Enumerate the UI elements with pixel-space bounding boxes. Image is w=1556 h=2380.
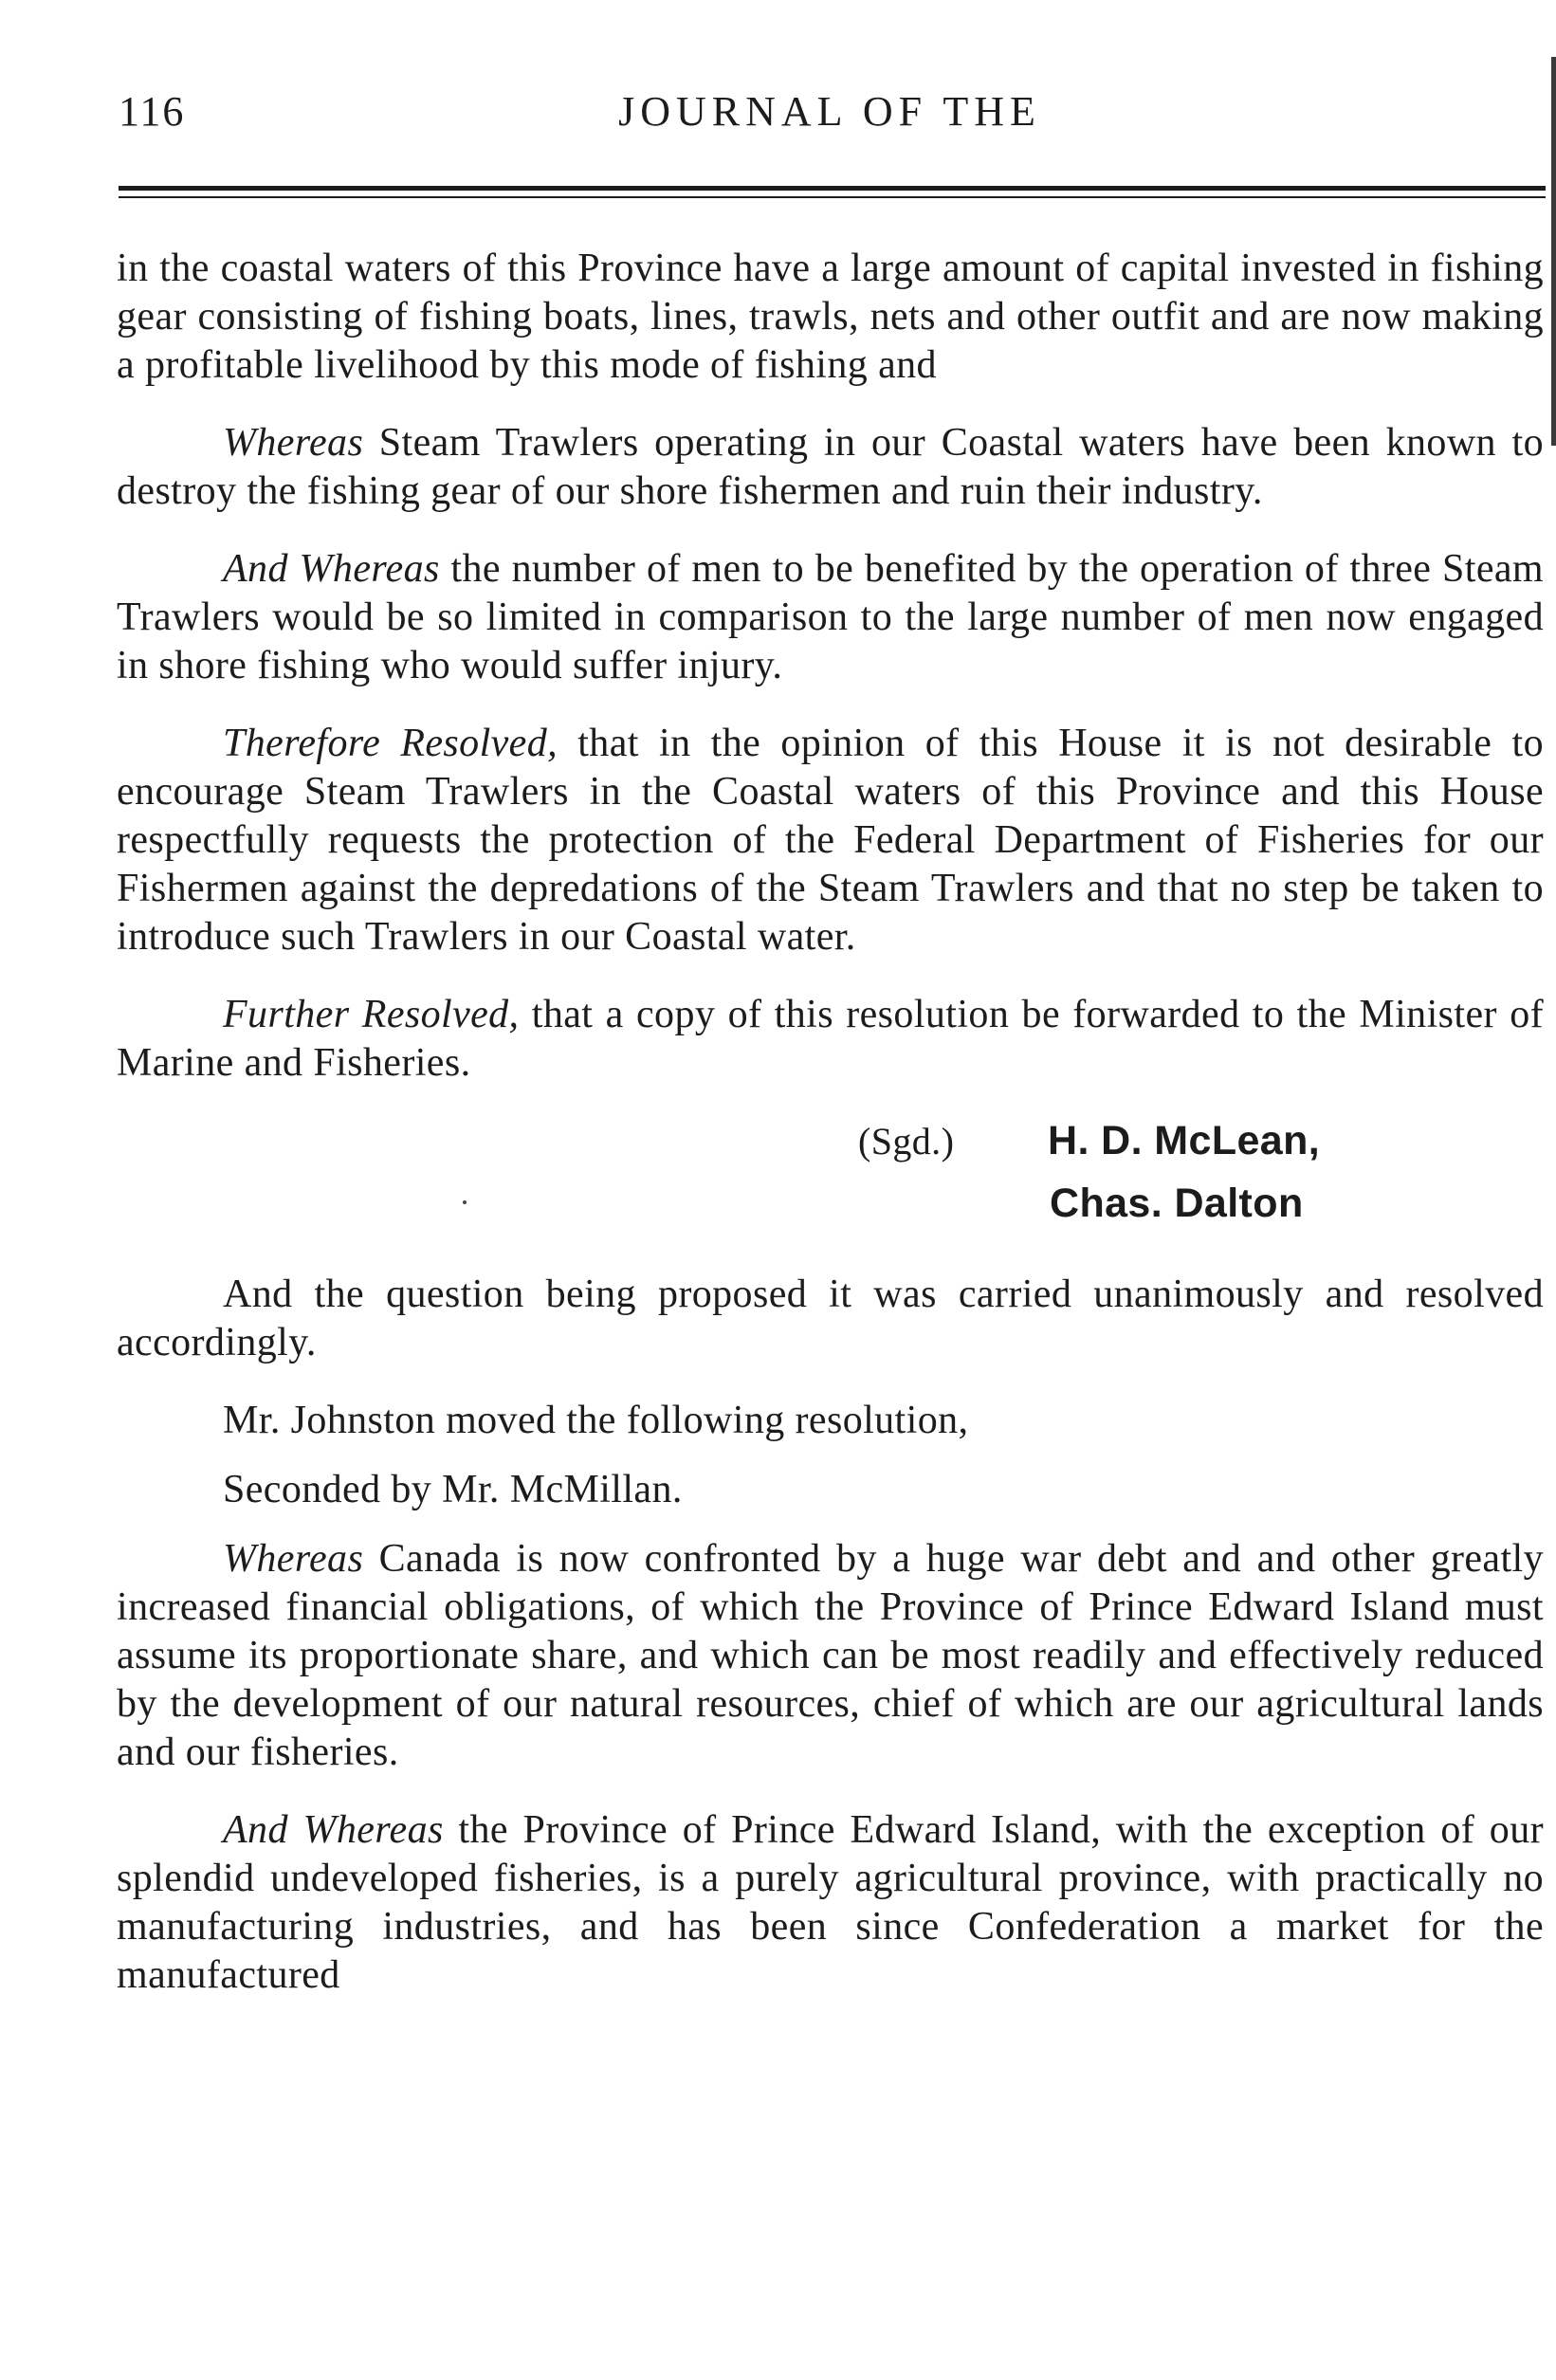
running-head: JOURNAL OF THE [618, 88, 1041, 135]
paragraph-text: Canada is now confronted by a huge war debt and and other greatly increased financial obligations, of which the Province of Prince Edward Island must assume its proportionate share, and which can be most readily and effectively reduced by the development of our natural resources, chief of which are our agricultural lands and our fisheries. [117, 1537, 1544, 1774]
paragraph-text: Steam Trawlers operating in our Coastal waters have been known to destroy the fishing gear of our shore fishermen and ruin their industry. [117, 421, 1544, 513]
paragraph-text: the Province of Prince Edward Island, with the exception of our splendid undeveloped fisheries, is a purely agricultural province, with practically no manufacturing industries, and has been since Confederation a market for the manufactured [117, 1808, 1544, 1997]
header-rule-thick [119, 186, 1546, 191]
paragraph-johnston-moved [117, 1397, 1544, 1445]
paragraph-lead: And Whereas [223, 547, 440, 591]
paragraph-and-whereas-province [117, 1806, 1544, 2000]
paragraph-text: in the coastal waters of this Province have a large amount of capital invested in fishing gear consisting of fishing boats, lines, trawls, nets and other outfit and are now making a profitable livelihood by this mode of fishing and [117, 247, 1544, 387]
paragraph-lead: Therefore Resolved, [223, 722, 558, 765]
paragraph-text: that a copy of this resolution be forwarded to the Minister of Marine and Fisheries. [117, 993, 1544, 1085]
paragraph-text: And the question being proposed it was carried unanimously and resolved accordingly. [117, 1272, 1544, 1364]
paragraph-text: that in the opinion of this House it is not desirable to encourage Steam Trawlers in the Coastal waters of this Province and this House respectfully requests the protection of the Federal Department of Fisheries for our Fishermen against the depredations of the Steam Trawlers and that no step be taken to introduce such Trawlers in our Coastal water. [117, 722, 1545, 959]
page-number: 116 [119, 88, 186, 135]
paragraph-lead: And Whereas [223, 1808, 444, 1852]
paragraph-text: Mr. Johnston moved the following resolution, [223, 1399, 969, 1442]
signature-row [117, 1180, 1544, 1236]
paragraph-further-resolved [117, 991, 1544, 1088]
paragraph-lead: Further Resolved, [223, 993, 520, 1036]
paragraph-lead: Whereas [223, 1537, 364, 1581]
signed-label: (Sgd.) [858, 1120, 955, 1163]
page-header [114, 87, 1546, 144]
page-edge-shadow [1551, 57, 1556, 446]
paragraph-whereas-canada [117, 1535, 1544, 1777]
signature-block [117, 1117, 1544, 1242]
print-speck [463, 1200, 467, 1204]
paragraph-text: Seconded by Mr. McMillan. [223, 1468, 683, 1511]
paragraph-continuation [117, 245, 1544, 390]
paragraph-question-carried [117, 1271, 1544, 1367]
paragraph-lead: Whereas [223, 421, 364, 465]
signature-row [117, 1117, 1544, 1174]
header-rule-thin [119, 196, 1546, 198]
paragraph-whereas-trawlers [117, 419, 1544, 516]
signer-name: H. D. McLean, [1048, 1118, 1321, 1163]
signer-name: Chas. Dalton [1050, 1181, 1304, 1226]
paragraph-therefore-resolved [117, 720, 1544, 961]
paragraph-text: the number of men to be benefited by the operation of three Steam Trawlers would be so limited in comparison to the large number of men now engaged in shore fishing who would suffer injury. [117, 547, 1544, 687]
paragraph-seconded [117, 1466, 1544, 1514]
body-text [117, 245, 1544, 2029]
paragraph-and-whereas-number [117, 545, 1544, 690]
